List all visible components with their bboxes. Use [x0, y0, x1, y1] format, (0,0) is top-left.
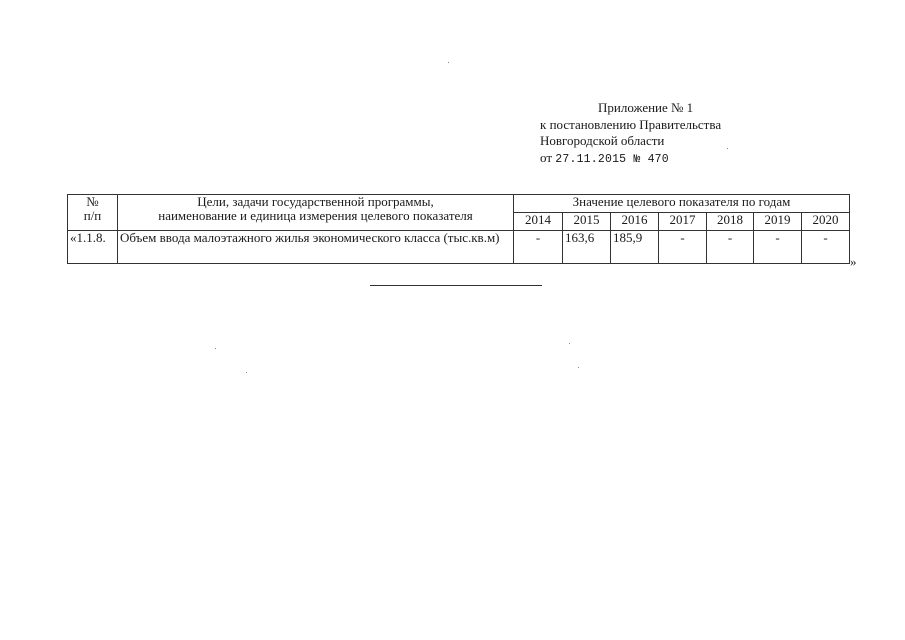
scan-speck: [569, 343, 570, 344]
value-cell: 185,9: [611, 231, 659, 264]
value-cell: -: [802, 231, 850, 264]
column-header-name-line2: наименование и единица измерения целевого показателя: [158, 208, 473, 223]
date-prefix: от: [540, 149, 556, 165]
year-header: 2015: [563, 213, 611, 231]
year-header: 2017: [659, 213, 707, 231]
value-cell: -: [707, 231, 754, 264]
row-number: «1.1.8.: [68, 231, 118, 264]
value-cell: 163,6: [563, 231, 611, 264]
year-header: 2018: [707, 213, 754, 231]
year-header: 2019: [754, 213, 802, 231]
value-cell: -: [754, 231, 802, 264]
table-row: [68, 231, 850, 264]
scan-speck: [727, 148, 728, 149]
scan-speck: [215, 348, 216, 349]
closing-quote: »: [850, 254, 857, 269]
column-header-name-line1: Цели, задачи государственной программы,: [197, 194, 434, 209]
resolution-date: [540, 150, 721, 169]
year-header: 2020: [802, 213, 850, 231]
indicators-table: [67, 194, 850, 264]
value-cell: -: [514, 231, 563, 264]
column-header-name: [118, 195, 514, 231]
date-number: 27.11.2015 № 470: [555, 152, 669, 166]
appendix-header: [540, 100, 721, 168]
resolution-reference: к постановлению Правительства: [540, 116, 722, 132]
column-header-number-line1: №: [86, 194, 99, 209]
scan-speck: [578, 367, 579, 368]
scan-speck: [448, 62, 449, 63]
column-header-number-line2: п/п: [83, 208, 102, 223]
column-header-number: [68, 195, 118, 231]
year-header: 2014: [514, 213, 563, 231]
separator-line: [370, 285, 542, 286]
column-header-values-group: Значение целевого показателя по годам: [514, 195, 850, 213]
year-header: 2016: [611, 213, 659, 231]
value-cell: -: [659, 231, 707, 264]
appendix-title: Приложение № 1: [598, 100, 694, 115]
indicator-name: Объем ввода малоэтажного жилья экономического класса (тыс.кв.м): [118, 231, 514, 264]
scan-speck: [246, 372, 247, 373]
region-name: Новгородской области: [540, 133, 665, 148]
